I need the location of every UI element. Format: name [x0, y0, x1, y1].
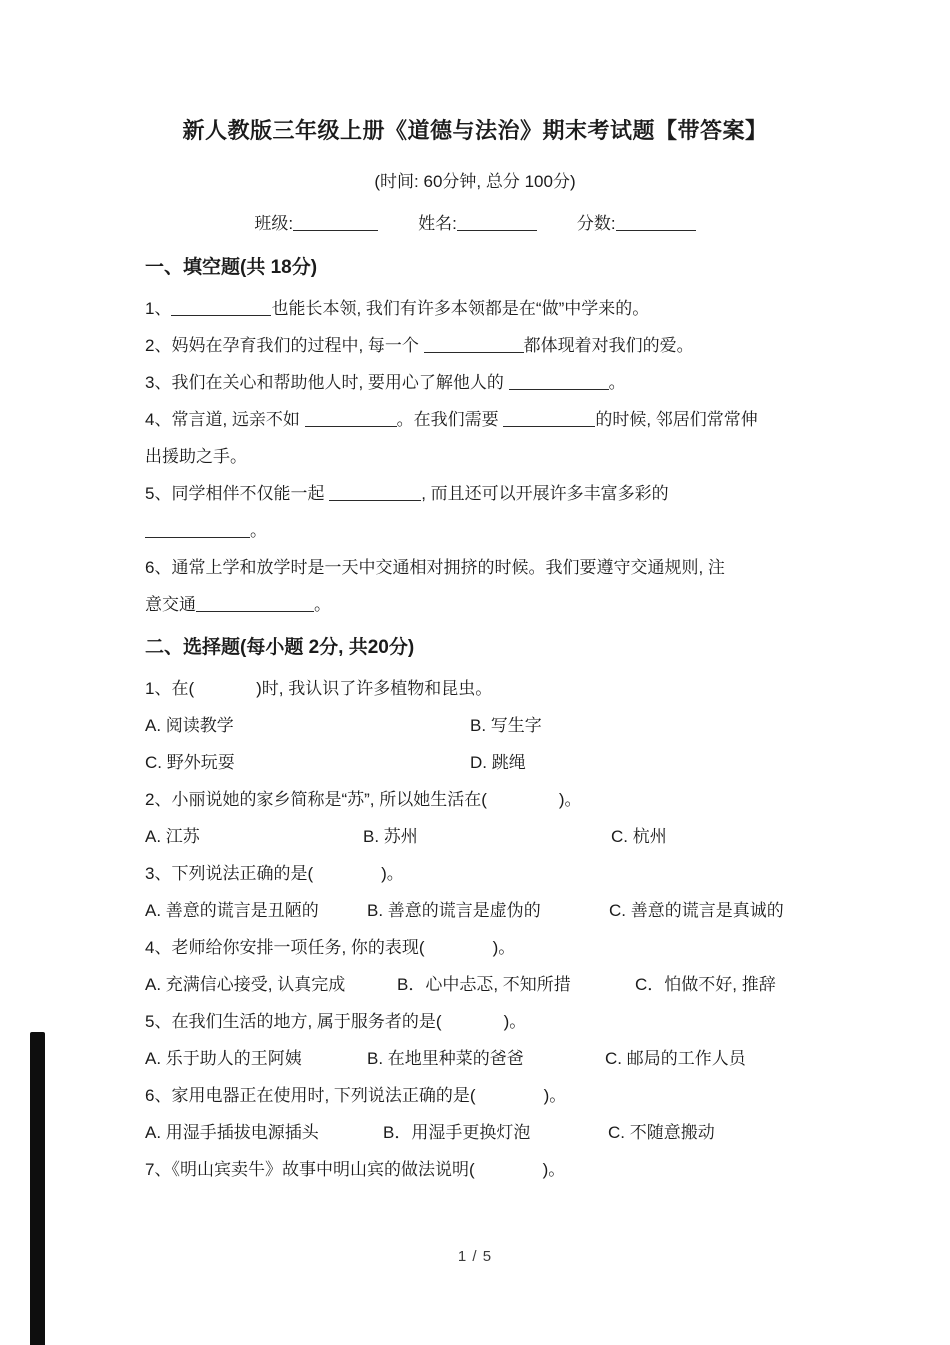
fill-in-blank — [196, 594, 314, 612]
text-segment: 。 — [314, 595, 331, 614]
question-line — [145, 295, 820, 322]
text-segment: , 而且还可以开展许多丰富多彩的 — [421, 484, 669, 503]
text-segment: 一、填空题(共 18分) — [145, 257, 318, 278]
option-row — [145, 823, 820, 850]
text-segment: )。 — [381, 864, 404, 883]
student-info-label: 班级: — [254, 214, 294, 233]
option-row — [145, 1119, 820, 1146]
section-heading — [145, 634, 820, 662]
exam-content — [0, 237, 950, 1183]
option-item: A. 充满信心接受, 认真完成 — [145, 975, 346, 994]
text-segment: 3、我们在关心和帮助他人时, 要用心了解他人的 — [145, 373, 509, 392]
text-segment: 7、《明山宾卖牛》故事中明山宾的做法说明( — [145, 1160, 475, 1179]
text-segment: )。 — [492, 938, 516, 957]
text-segment: 3、下列说法正确的是( — [145, 864, 314, 883]
option-row — [145, 971, 820, 998]
question-line — [145, 1156, 820, 1183]
option-item: B．用湿手更换灯泡 — [383, 1123, 531, 1142]
question-line-continued — [145, 591, 820, 618]
option-row — [145, 897, 820, 924]
page-number: 1 / 5 — [457, 1248, 493, 1265]
fill-in-blank — [457, 213, 537, 231]
option-item: C. 善意的谎言是真诚的 — [609, 901, 784, 920]
question-line — [145, 480, 820, 507]
text-segment: 1、 — [145, 299, 172, 318]
question-line-continued — [145, 517, 820, 544]
fill-in-blank — [503, 409, 595, 427]
exam-header — [0, 0, 950, 237]
option-item: A. 用湿手插拔电源插头 — [145, 1123, 319, 1142]
option-item: B. 善意的谎言是虚伪的 — [367, 901, 541, 920]
text-segment: 4、常言道, 远亲不如 — [145, 410, 305, 429]
text-segment: 5、同学相伴不仅能一起 — [145, 484, 330, 503]
question-line — [145, 332, 820, 359]
option-item: B. 写生字 — [470, 716, 542, 735]
text-segment: 意交通 — [145, 595, 196, 614]
text-segment: 出援助之手。 — [145, 447, 247, 466]
question-line-continued — [145, 443, 820, 470]
text-segment: 。 — [608, 373, 626, 392]
fill-in-blank — [329, 483, 421, 501]
student-info-label: 姓名: — [418, 214, 457, 233]
option-item: C．怕做不好, 推辞 — [635, 975, 776, 994]
text-segment: 6、家用电器正在使用时, 下列说法正确的是( — [145, 1086, 476, 1105]
option-item: B. 在地里种菜的爸爸 — [367, 1049, 524, 1068]
text-segment: 6、通常上学和放学时是一天中交通相对拥挤的时候。我们要遵守交通规则, 注 — [145, 558, 725, 577]
text-segment: 2、小丽说她的家乡简称是“苏”, 所以她生活在( — [145, 790, 487, 809]
option-item: A. 善意的谎言是丑陋的 — [145, 901, 319, 920]
question-line — [145, 554, 820, 581]
text-segment: )。 — [558, 790, 582, 809]
fill-in-blank — [509, 372, 609, 390]
option-item: D. 跳绳 — [470, 753, 526, 772]
question-line — [145, 406, 820, 433]
fill-in-blank — [145, 520, 250, 538]
text-segment: 。 — [250, 521, 267, 540]
exam-time-score-note: (时间: 60分钟, 总分 100分) — [374, 172, 576, 191]
student-info-line — [0, 210, 950, 237]
question-line — [145, 860, 820, 887]
text-segment: 。在我们需要 — [396, 410, 504, 429]
option-item: C. 邮局的工作人员 — [605, 1049, 746, 1068]
student-info-label: 分数: — [576, 214, 616, 233]
option-item: A. 江苏 — [145, 827, 200, 846]
text-segment: )。 — [503, 1012, 527, 1031]
scan-edge-artifact — [30, 1032, 45, 1345]
text-segment: )。 — [542, 1160, 566, 1179]
option-item: A. 乐于助人的王阿姨 — [145, 1049, 302, 1068]
question-line — [145, 934, 820, 961]
text-segment: 也能长本领, 我们有许多本领都是在“做”中学来的。 — [271, 299, 650, 318]
text-segment: 4、老师给你安排一项任务, 你的表现( — [145, 938, 425, 957]
fill-in-blank — [305, 409, 397, 427]
option-item: C. 野外玩耍 — [145, 753, 235, 772]
option-item: B．心中忐忑, 不知所措 — [397, 975, 571, 994]
option-item: B. 苏州 — [363, 827, 418, 846]
option-item: C. 杭州 — [611, 827, 667, 846]
question-line — [145, 1082, 820, 1109]
text-segment: )时, 我认识了许多植物和昆虫。 — [256, 679, 493, 698]
section-heading — [145, 254, 820, 282]
option-row — [145, 749, 820, 776]
page-title: 新人教版三年级上册《道德与法治》期末考试题【带答案】 — [182, 118, 768, 143]
text-segment: 5、在我们生活的地方, 属于服务者的是( — [145, 1012, 442, 1031]
text-segment: 的时候, 邻居们常常伸 — [595, 410, 758, 429]
text-segment: )。 — [543, 1086, 567, 1105]
fill-in-blank — [616, 213, 696, 231]
option-row — [145, 712, 820, 739]
question-line — [145, 675, 820, 702]
question-line — [145, 786, 820, 813]
text-segment: 1、在( — [145, 679, 195, 698]
text-segment: 二、选择题(每小题 2分, 共20分) — [145, 637, 415, 658]
fill-in-blank — [293, 213, 378, 231]
question-line — [145, 1008, 820, 1035]
fill-in-blank — [171, 298, 271, 316]
option-row — [145, 1045, 820, 1072]
option-item: C. 不随意搬动 — [608, 1123, 715, 1142]
question-line — [145, 369, 820, 396]
option-item: A. 阅读教学 — [145, 716, 234, 735]
text-segment: 2、妈妈在孕育我们的过程中, 每一个 — [145, 336, 424, 355]
fill-in-blank — [424, 335, 524, 353]
text-segment: 都体现着对我们的爱。 — [523, 336, 694, 355]
